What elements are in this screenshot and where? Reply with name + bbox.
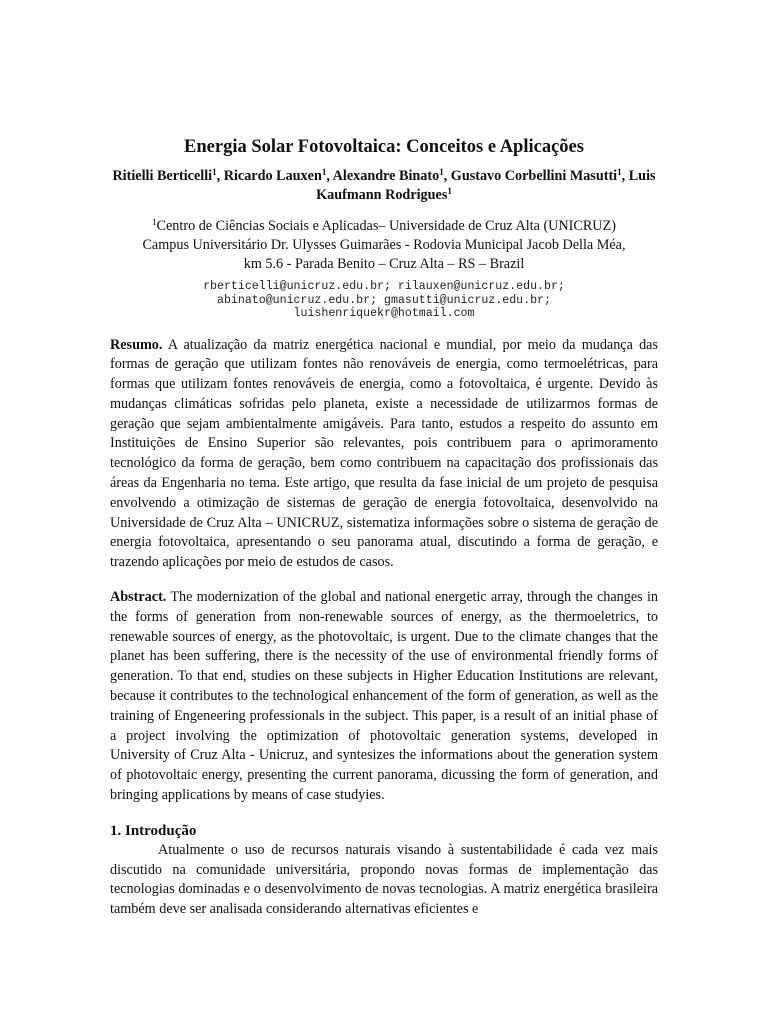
author	[224, 168, 333, 184]
resumo-paragraph	[110, 336, 658, 574]
affiliation-block	[110, 217, 658, 274]
author-affil-mark: 1	[447, 186, 452, 196]
author-separator: ,	[443, 168, 451, 184]
email-line: abinato@unicruz.edu.br; gmasutti@unicruz.edu.br;	[217, 293, 551, 307]
email-line: rberticelli@unicruz.edu.br; rilauxen@unicruz.edu.br;	[203, 280, 565, 293]
section-heading: 1. Introdução	[110, 822, 197, 839]
email-line: luishenriquekr@hotmail.com	[293, 307, 475, 320]
author-separator: ,	[621, 168, 629, 184]
author-separator: ,	[216, 168, 224, 184]
author	[112, 168, 223, 184]
paper-title: Energia Solar Fotovoltaica: Conceitos e Aplicações	[184, 137, 584, 157]
affiliation-line: km 5.6 - Parada Benito – Cruz Alta – RS – Brazil	[243, 256, 525, 272]
abstract-paragraph	[110, 588, 658, 806]
author	[451, 168, 629, 184]
author-name: Luis Kaufmann Rodrigues	[316, 168, 656, 203]
author-name: Ritielli Berticelli	[112, 168, 213, 184]
author-name: Ricardo Lauxen	[223, 168, 322, 184]
abstract-label: Abstract.	[110, 589, 167, 606]
author-affil-mark: 1	[212, 167, 217, 177]
affiliation-line	[110, 217, 658, 236]
paper-page	[110, 132, 658, 920]
affiliation-mark: 1	[152, 217, 157, 227]
abstract-text: The modernization of the global and national energetic array, through the changes in the forms of generation from non-renewable sources of energy, as the thermoeletrics, to renewable sources of energy, as the photovoltaic, is urgent. Due to the climate changes that the planet has been suffering, there is the necessity of the use of environmental friendly forms of generation. To that end, studies on these subjects in Higher Education Institutions are relevant, because it contributes to the technological enhancement of the form of generation, as well as the training of Engeneering professionals in the subject. This paper, is a result of an initial phase of a project involving the optimization of photovoltaic generation systems, developed in University of Cruz Alta - Unicruz, and syntesizes the informations about the generation system of photovoltaic energy, presenting the current panorama, dicussing the form of generation, and bringing applications by means of case studyies.	[110, 589, 658, 804]
author-affil-mark: 1	[321, 167, 327, 177]
author-list	[110, 167, 658, 205]
affiliation-institution: Centro de Ciências Sociais e Aplicadas– Universidade de Cruz Alta (UNICRUZ)	[156, 218, 616, 234]
author-affil-mark: 1	[617, 167, 622, 177]
author-separator: ,	[326, 168, 333, 184]
email-block	[110, 280, 658, 321]
author-name: Alexandre Binato	[332, 168, 440, 184]
affiliation-line: Campus Universitário Dr. Ulysses Guimarães - Rodovia Municipal Jacob Della Méa,	[142, 237, 626, 253]
author	[333, 168, 451, 184]
author-affil-mark: 1	[439, 167, 444, 177]
resumo-text: A atualização da matriz energética nacional e mundial, por meio da mudança das formas de geração que utilizam fontes não renováveis de energia, como termoelétricas, para formas que utilizam fontes renováveis de energia, como a fotovoltaica, é urgente. Devido às mudanças climáticas sofridas pelo planeta, existe a necessidade de utilizarmos formas de geração que sejam ambientalmente amigáveis. Para tanto, estudos a respeito do assunto em Instituições de Ensino Superior são relevantes, pois contribuem para o aprimoramento tecnológico da forma de geração, bem como contribuem na capacitação dos profissionais das áreas da Engenharia no tema. Este artigo, que resulta da fase inicial de um projeto de pesquisa envolvendo a otimização de sistemas de geração de energia fotovoltaica, desenvolvido na Universidade de Cruz Alta – UNICRUZ, sistematiza informações sobre o sistema de geração de energia fotovoltaica, apresentando o seu panorama atual, discutindo a forma de geração, e trazendo aplicações por meio de estudos de casos.	[110, 336, 658, 571]
introduction-paragraph: Atualmente o uso de recursos naturais visando à sustentabilidade é cada vez mais discutido na comunidade universitária, propondo novas formas de implementação das tecnologias dominadas e o desenvolvimento de novas tecnologias. A matriz energética brasileira também deve ser analisada considerando alternativas eficientes e	[110, 841, 658, 918]
author-name: Gustavo Corbellini Masutti	[450, 168, 618, 184]
resumo-label: Resumo.	[110, 336, 163, 353]
